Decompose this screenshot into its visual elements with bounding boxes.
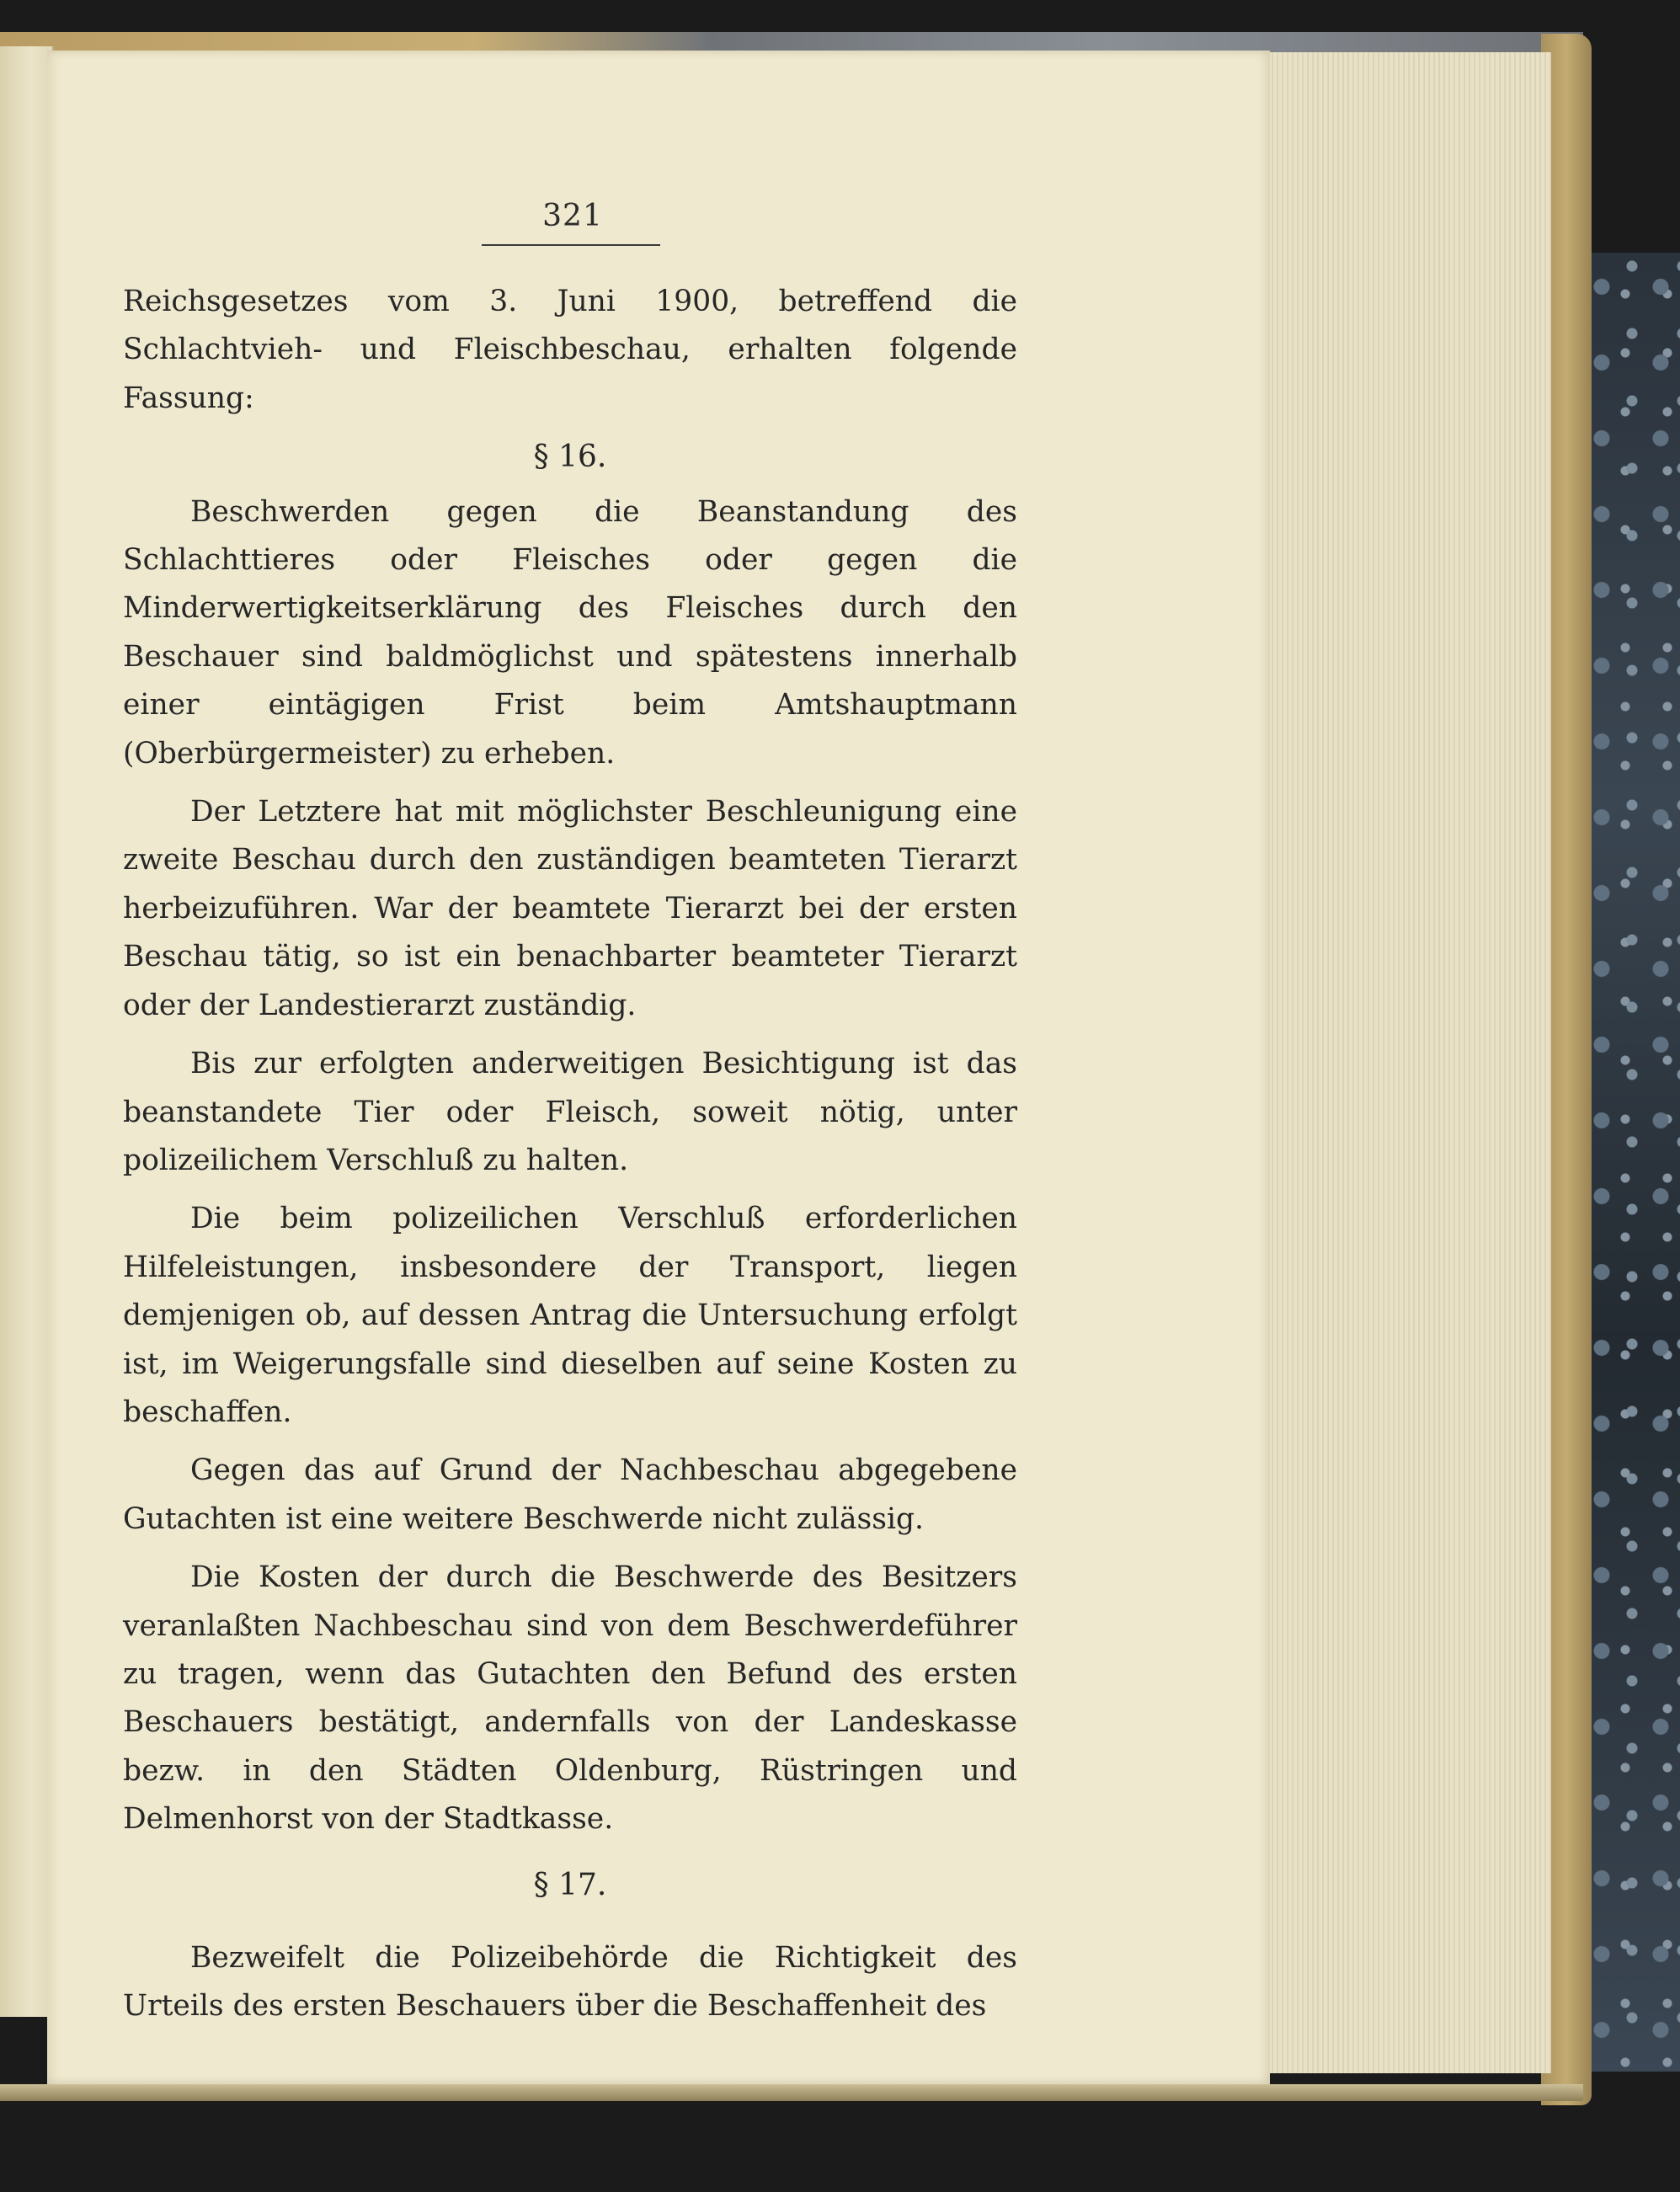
paragraph: Gegen das auf Grund der Nachbeschau abgegebene Gutachten ist eine weitere Beschwerde nicht zulässig. — [123, 1453, 1017, 1536]
paragraph: Die Kosten der durch die Beschwerde des Besitzers veranlaßten Nachbeschau sind von dem Beschwerdeführer zu tragen, wenn das Gutachten den Befund des ersten Beschauers bestätigt, andernfalls von der Landeskasse bezw. in den Städten Oldenburg, Rüstringen und Delmenhorst von der Stadtkasse. — [123, 1560, 1017, 1837]
page-number: 321 — [542, 199, 603, 233]
page-text — [123, 278, 1017, 2041]
paragraph: Der Letztere hat mit möglichster Beschleunigung eine zweite Beschau durch den zuständigen beamteten Tierarzt herbeizuführen. War der beamtete Tierarzt bei der ersten Beschau tätig, so ist ein benachbarter beamteter Tierarzt oder der Landestierarzt zuständig. — [123, 795, 1017, 1022]
page-stack — [1267, 52, 1551, 2073]
book-bottom-edge — [0, 2084, 1583, 2101]
page-number-rule — [482, 244, 660, 246]
section-heading-16: § 16. — [533, 440, 607, 475]
section-heading-17: § 17. — [533, 1867, 607, 1902]
paragraph: Bis zur erfolgten anderweitigen Besichtigung ist das beanstandete Tier oder Fleisch, soweit nötig, unter polizeilichem Verschluß zu halten. — [123, 1047, 1017, 1177]
paragraph: Die beim polizeilichen Verschluß erforderlichen Hilfeleistungen, insbesondere der Transport, liegen demjenigen ob, auf dessen Antrag die Untersuchung erfolgt ist, im Weigerungsfalle sind dieselben auf seine Kosten zu beschaffen. — [123, 1202, 1017, 1429]
paragraph: Beschwerden gegen die Beanstandung des Schlachttieres oder Fleisches oder gegen die Minderwertigkeitserklärung des Fleisches durch den Beschauer sind baldmöglichst und spätestens innerhalb einer eintägigen Frist beim Amtshauptmann (Oberbürgermeister) zu erheben. — [123, 494, 1017, 771]
left-page-edge — [0, 46, 54, 2017]
paragraph: Bezweifelt die Polizeibehörde die Richtigkeit des Urteils des ersten Beschauers über die Beschaffenheit des — [123, 1941, 1017, 2024]
continuation-paragraph: Reichsgesetzes vom 3. Juni 1900, betreffend die Schlachtvieh- und Fleischbeschau, erhalten folgende Fassung: — [123, 285, 1017, 415]
